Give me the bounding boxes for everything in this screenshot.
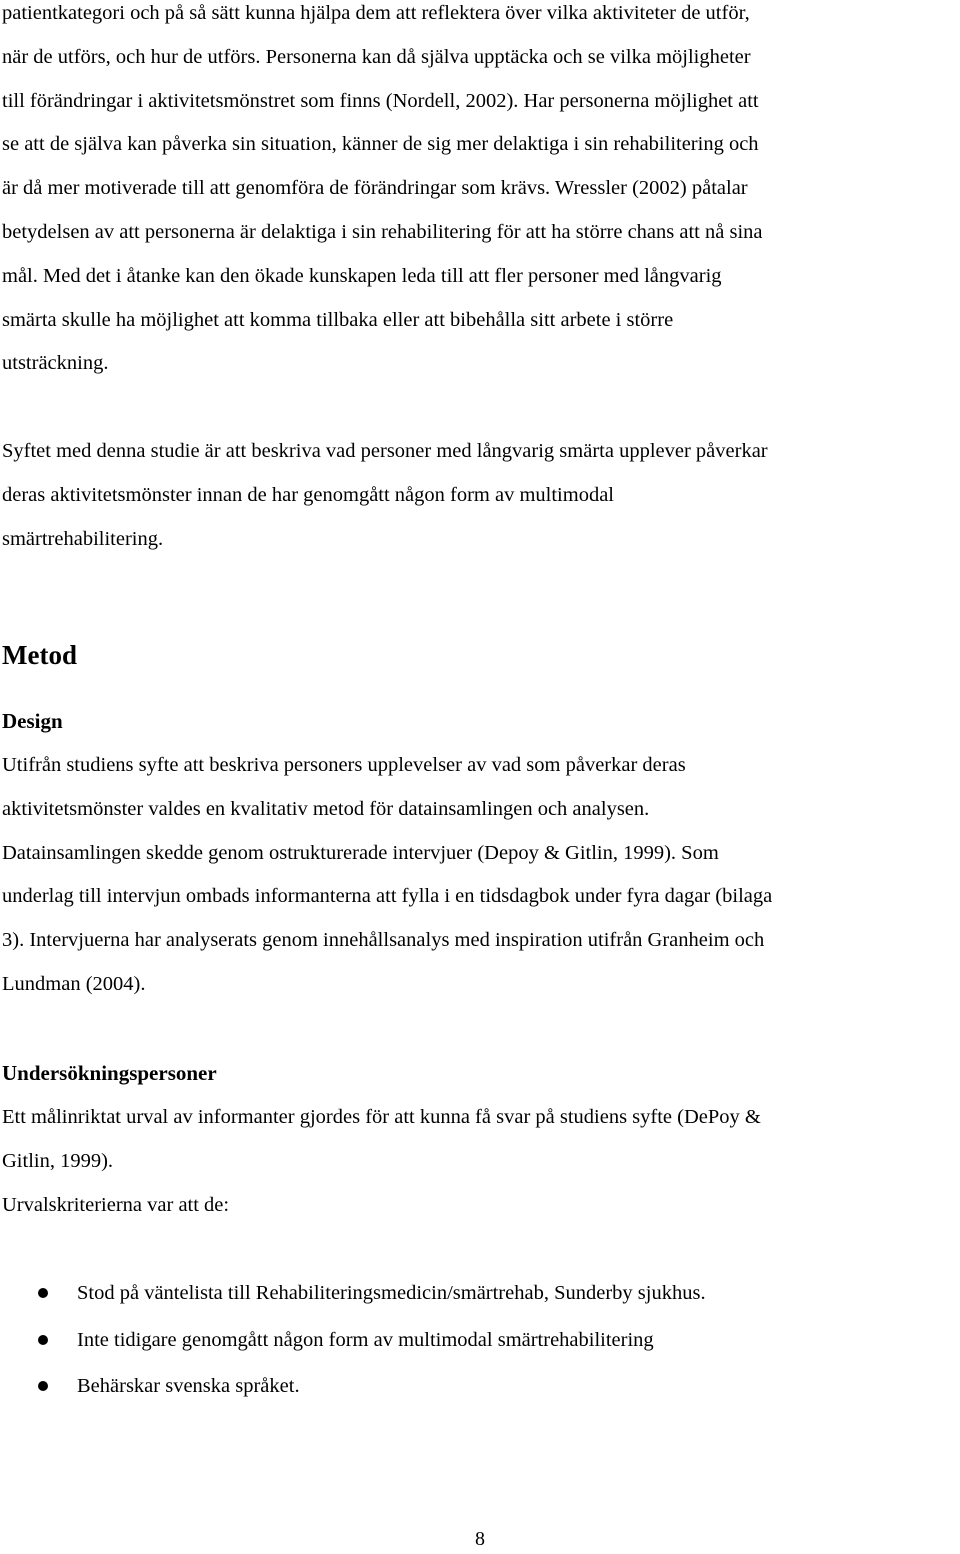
text-line: Gitlin, 1999). [2, 1149, 114, 1172]
bullet-icon [38, 1381, 48, 1391]
intro-paragraph [2, 0, 952, 386]
text-line: Urvalskriterierna var att de: [2, 1193, 230, 1216]
text-line: när de utförs, och hur de utförs. Personerna kan då själva upptäcka och se vilka möjligheter [2, 45, 751, 68]
text-line: patientkategori och på så sätt kunna hjälpa dem att reflektera över vilka aktiviteter de utför, [2, 2, 750, 24]
list-item [0, 1270, 706, 1317]
text-line: Ett målinriktat urval av informanter gjordes för att kunna få svar på studiens syfte (DePoy & [2, 1106, 761, 1128]
text-line: deras aktivitetsmönster innan de har genomgått någon form av multimodal [2, 483, 614, 506]
text-line: till förändringar i aktivitetsmönstret som finns (Nordell, 2002). Har personerna möjlighet att [2, 89, 759, 112]
list-item [0, 1317, 706, 1364]
design-paragraph [2, 744, 952, 1007]
bullet-icon [38, 1288, 48, 1298]
subsection-heading-undersokningspersoner: Undersökningspersoner [2, 1061, 217, 1085]
text-line: mål. Med det i åtanke kan den ökade kunskapen leda till att fler personer med långvarig [2, 264, 722, 287]
criteria-text: Behärskar svenska språket. [77, 1375, 300, 1397]
bullet-icon [38, 1335, 48, 1345]
text-line: utsträckning. [2, 352, 109, 375]
criteria-text: Inte tidigare genomgått någon form av multimodal smärtrehabilitering [77, 1328, 654, 1351]
section-heading-metod: Metod [2, 640, 77, 670]
list-item [0, 1363, 706, 1410]
text-line: betydelsen av att personerna är delaktiga i sin rehabilitering för att ha större chans att nå sina [2, 220, 763, 243]
text-line: Lundman (2004). [2, 972, 146, 995]
criteria-list [0, 1270, 706, 1410]
aim-paragraph [2, 430, 952, 561]
text-line: se att de själva kan påverka sin situation, känner de sig mer delaktiga i sin rehabilitering och [2, 133, 759, 156]
text-line: aktivitetsmönster valdes en kvalitativ metod för datainsamlingen och analysen. [2, 797, 650, 820]
text-line: Utifrån studiens syfte att beskriva personers upplevelser av vad som påverkar deras [2, 754, 686, 776]
text-line: Datainsamlingen skedde genom ostrukturerade intervjuer (Depoy & Gitlin, 1999). Som [2, 841, 719, 864]
text-line: är då mer motiverade till att genomföra de förändringar som krävs. Wressler (2002) påtalar [2, 177, 748, 200]
criteria-text: Stod på väntelista till Rehabiliteringsmedicin/smärtrehab, Sunderby sjukhus. [77, 1282, 706, 1304]
participants-paragraph [2, 1096, 952, 1227]
page-number: 8 [475, 1528, 485, 1550]
text-line: 3). Intervjuerna har analyserats genom innehållsanalys med inspiration utifrån Granheim och [2, 929, 765, 952]
text-line: Syftet med denna studie är att beskriva vad personer med långvarig smärta upplever påverkar [2, 440, 768, 462]
text-line: underlag till intervjun ombads informanterna att fylla i en tidsdagbok under fyra dagar (bilaga [2, 885, 773, 908]
text-line: smärta skulle ha möjlighet att komma tillbaka eller att bibehålla sitt arbete i större [2, 308, 674, 331]
text-line: smärtrehabilitering. [2, 527, 164, 550]
subsection-heading-design: Design [2, 709, 63, 733]
